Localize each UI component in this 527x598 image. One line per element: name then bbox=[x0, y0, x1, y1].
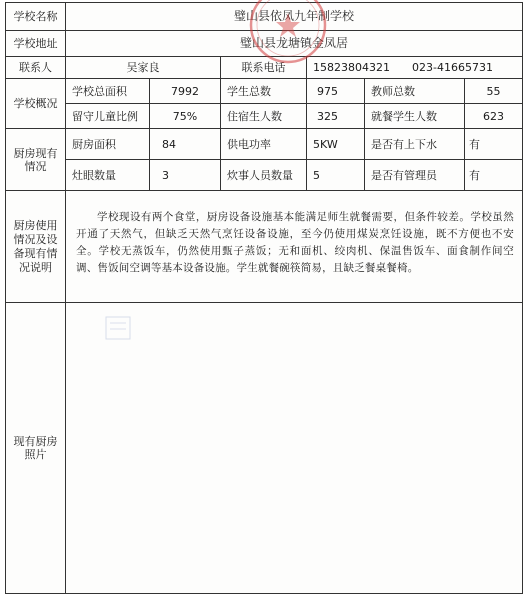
phone-values bbox=[307, 57, 522, 78]
phone-mobile: 15823804321 bbox=[313, 61, 390, 74]
stoves-value: 3 bbox=[150, 160, 221, 190]
power-label: 供电功率 bbox=[221, 129, 307, 159]
kitchen-area-value: 84 bbox=[150, 129, 221, 159]
school-name-label: 学校名称 bbox=[6, 3, 66, 30]
contact-label: 联系人 bbox=[6, 57, 66, 78]
diners-value: 623 bbox=[483, 109, 504, 123]
row-overview bbox=[6, 79, 522, 129]
stoves-label: 灶眼数量 bbox=[66, 160, 150, 190]
manager-label: 是否有管理员 bbox=[365, 160, 465, 190]
teachers-label: 教师总数 bbox=[365, 79, 465, 103]
school-address-value: 璧山县龙塘镇金凤居 bbox=[239, 36, 348, 50]
left-behind-label: 留守儿童比例 bbox=[66, 104, 150, 128]
usage-label: 厨房使用情况及设备现有情况说明 bbox=[6, 191, 66, 302]
phone-landline: 023-41665731 bbox=[411, 61, 493, 74]
row-school-name bbox=[6, 3, 522, 31]
water-label: 是否有上下水 bbox=[365, 129, 465, 159]
students-value: 975 bbox=[307, 79, 365, 103]
cooks-value: 5 bbox=[307, 160, 365, 190]
left-behind-value: 75% bbox=[150, 104, 221, 128]
row-contact bbox=[6, 57, 522, 79]
boarders-value: 325 bbox=[307, 104, 365, 128]
teachers-value: 55 bbox=[486, 84, 501, 98]
row-usage bbox=[6, 191, 522, 303]
cooks-label: 炊事人员数量 bbox=[221, 160, 307, 190]
total-area-label: 学校总面积 bbox=[66, 79, 150, 103]
power-value: 5KW bbox=[307, 129, 365, 159]
row-kitchen bbox=[6, 129, 522, 191]
school-address-label: 学校地址 bbox=[6, 31, 66, 56]
students-label: 学生总数 bbox=[221, 79, 307, 103]
manager-value: 有 bbox=[469, 168, 480, 182]
row-photos bbox=[6, 303, 522, 593]
contact-name: 吴家良 bbox=[66, 57, 221, 78]
school-name-value: 璧山县依凤九年制学校 bbox=[233, 9, 354, 23]
usage-description: 学校现设有两个食堂，厨房设备设施基本能满足师生就餐需要，但条件较差。学校虽然开通了天然气，但缺乏天然气烹饪设备设施，至今仍使用煤炭烹饪设施，既不方便也不安全。学校无蒸饭车，仍然使用甄子蒸饭；无和面机、绞肉机、保温售饭车、面食制作间空调、售饭间空调等基本设备设施。学生就餐碗筷简易，且缺乏餐桌餐椅。 bbox=[76, 211, 514, 274]
photos-label: 现有厨房照片 bbox=[6, 303, 66, 593]
diners-label: 就餐学生人数 bbox=[365, 104, 465, 128]
water-value: 有 bbox=[469, 137, 480, 151]
phone-label: 联系电话 bbox=[221, 57, 307, 78]
total-area-value: 7992 bbox=[150, 79, 221, 103]
overview-label: 学校概况 bbox=[6, 79, 66, 128]
kitchen-label: 厨房现有情况 bbox=[6, 129, 66, 190]
kitchen-area-label: 厨房面积 bbox=[66, 129, 150, 159]
school-info-form bbox=[5, 2, 523, 594]
boarders-label: 住宿生人数 bbox=[221, 104, 307, 128]
row-school-address bbox=[6, 31, 522, 57]
